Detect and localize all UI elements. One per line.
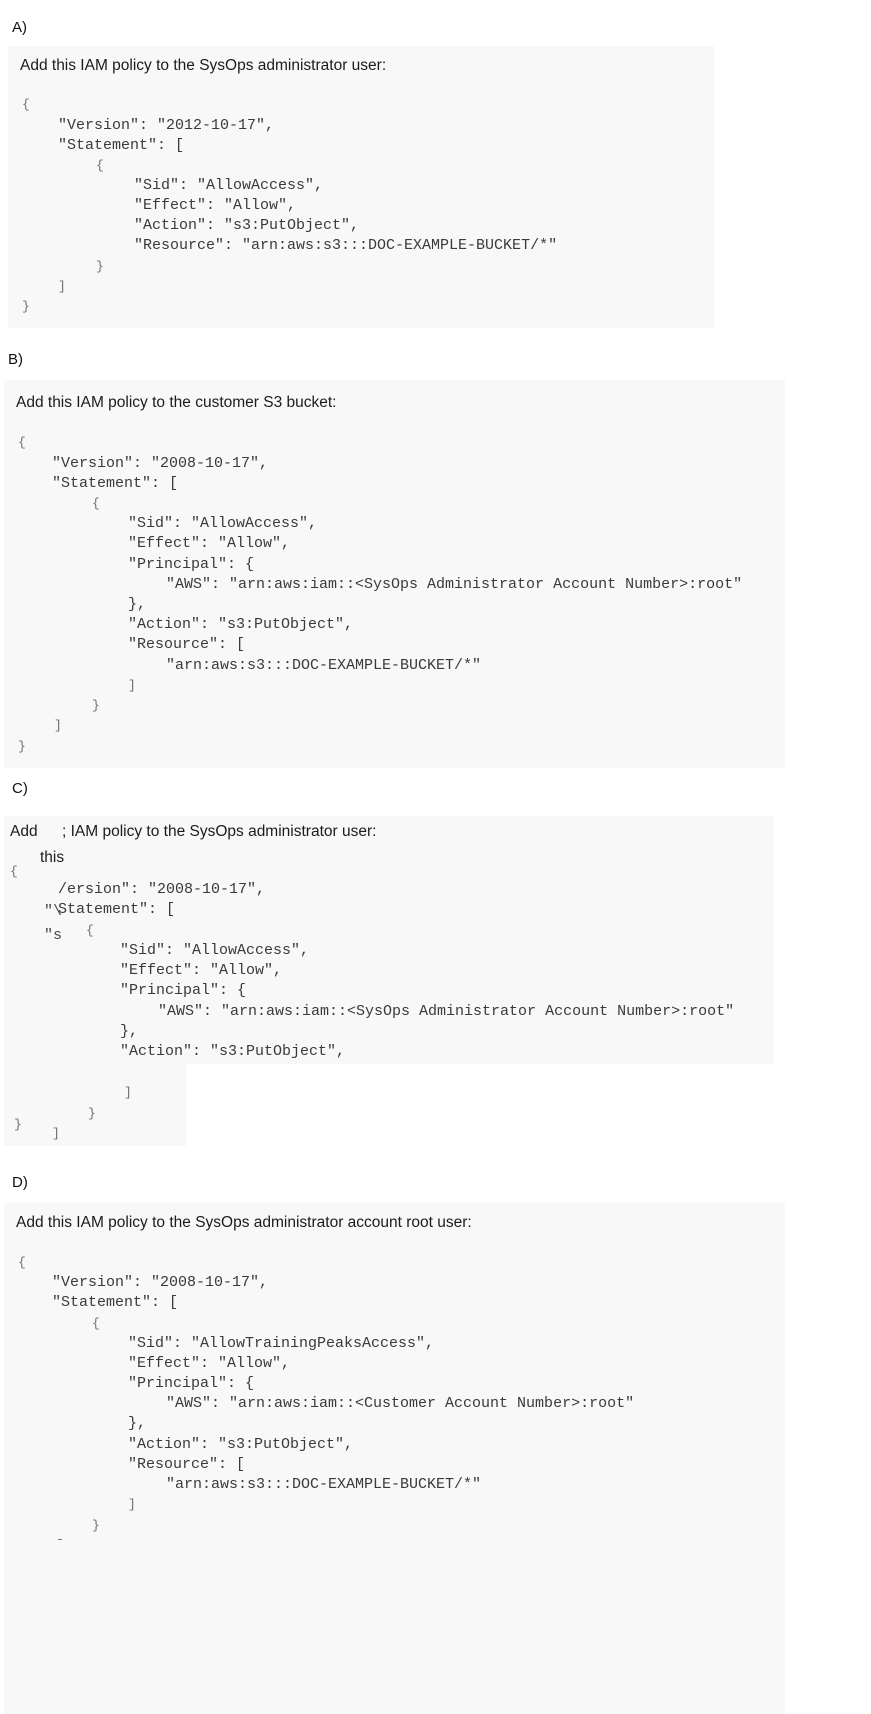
code-fragment: "s: [44, 927, 63, 944]
code-line: "Version": "2008-10-17",: [52, 455, 269, 472]
code-line: {: [92, 1316, 100, 1331]
option-a-instruction: Add this IAM policy to the SysOps administrator user:: [20, 57, 387, 74]
code-line: "Principal": {: [128, 556, 255, 573]
option-c-instruction-overlap: this: [40, 849, 65, 866]
code-line: }: [22, 299, 30, 314]
option-c-instruction-start: Add: [10, 823, 38, 840]
code-line: }: [92, 1518, 100, 1533]
code-line: "AWS": "arn:aws:iam::<SysOps Administrator Account Number>:root": [158, 1003, 735, 1020]
code-line: "Sid": "AllowAccess",: [128, 515, 318, 532]
code-line: ]: [128, 1497, 136, 1512]
option-b-instruction: Add this IAM policy to the customer S3 bucket:: [16, 394, 337, 411]
code-line: {: [86, 923, 94, 938]
code-line: }: [96, 259, 104, 274]
code-line: "Statement": [: [52, 1294, 179, 1311]
option-d-letter: D): [12, 1174, 28, 1191]
code-line: {: [18, 1255, 26, 1270]
option-b-letter: B): [8, 351, 23, 368]
code-line: "Version": "2012-10-17",: [58, 117, 275, 134]
code-line: }: [18, 739, 26, 754]
code-line: {: [10, 864, 18, 879]
option-d-panel: [4, 1203, 785, 1714]
code-line: ]: [58, 279, 66, 294]
code-line: "Action": "s3:PutObject",: [128, 616, 354, 633]
code-line: }: [92, 698, 100, 713]
code-fragment: "\: [44, 903, 63, 920]
code-line: Statement": [: [58, 901, 176, 918]
code-line: "Action": "s3:PutObject",: [134, 217, 360, 234]
code-line: "Principal": {: [128, 1375, 255, 1392]
option-d-instruction: Add this IAM policy to the SysOps administrator account root user:: [16, 1214, 472, 1231]
code-line: },: [120, 1023, 139, 1040]
code-line: -: [56, 1532, 64, 1547]
code-line: "Sid": "AllowTrainingPeaksAccess",: [128, 1335, 435, 1352]
code-line: "Effect": "Allow",: [128, 1355, 291, 1372]
option-a-letter: A): [12, 19, 27, 36]
code-line: "Resource": "arn:aws:s3:::DOC-EXAMPLE-BUCKET/*": [134, 237, 558, 254]
code-line: },: [128, 1415, 147, 1432]
code-line: "Sid": "AllowAccess",: [134, 177, 324, 194]
code-line: "Resource": [: [128, 1456, 246, 1473]
code-line: ]: [128, 678, 136, 693]
code-line: "Sid": "AllowAccess",: [120, 942, 310, 959]
code-line: "Statement": [: [58, 137, 185, 154]
option-c-instruction-rest: ; IAM policy to the SysOps administrator user:: [62, 823, 377, 840]
option-b-panel: [4, 380, 785, 768]
code-line: ]: [124, 1085, 132, 1100]
code-line: /ersion": "2008-10-17",: [58, 881, 266, 898]
code-line: "AWS": "arn:aws:iam::<SysOps Administrator Account Number>:root": [166, 576, 743, 593]
code-line: "Effect": "Allow",: [128, 535, 291, 552]
code-line: },: [128, 596, 147, 613]
code-line: ]: [54, 718, 62, 733]
code-line: }: [14, 1117, 22, 1132]
code-line: "Principal": {: [120, 982, 247, 999]
option-c-letter: C): [12, 780, 28, 797]
code-line: {: [18, 435, 26, 450]
code-line: ]: [52, 1126, 60, 1141]
code-line: "arn:aws:s3:::DOC-EXAMPLE-BUCKET/*": [166, 657, 482, 674]
code-line: }: [88, 1106, 96, 1121]
code-line: "Statement": [: [52, 475, 179, 492]
code-line: {: [92, 496, 100, 511]
code-line: "Effect": "Allow",: [120, 962, 283, 979]
option-a-panel: [8, 46, 714, 328]
code-line: "Effect": "Allow",: [134, 197, 297, 214]
code-line: "Version": "2008-10-17",: [52, 1274, 269, 1291]
code-line: "arn:aws:s3:::DOC-EXAMPLE-BUCKET/*": [166, 1476, 482, 1493]
code-line: {: [96, 158, 104, 173]
code-line: {: [22, 97, 30, 112]
code-line: "AWS": "arn:aws:iam::<Customer Account Number>:root": [166, 1395, 635, 1412]
code-line: "Action": "s3:PutObject",: [120, 1043, 346, 1060]
code-line: "Action": "s3:PutObject",: [128, 1436, 354, 1453]
code-line: "Resource": [: [128, 636, 246, 653]
